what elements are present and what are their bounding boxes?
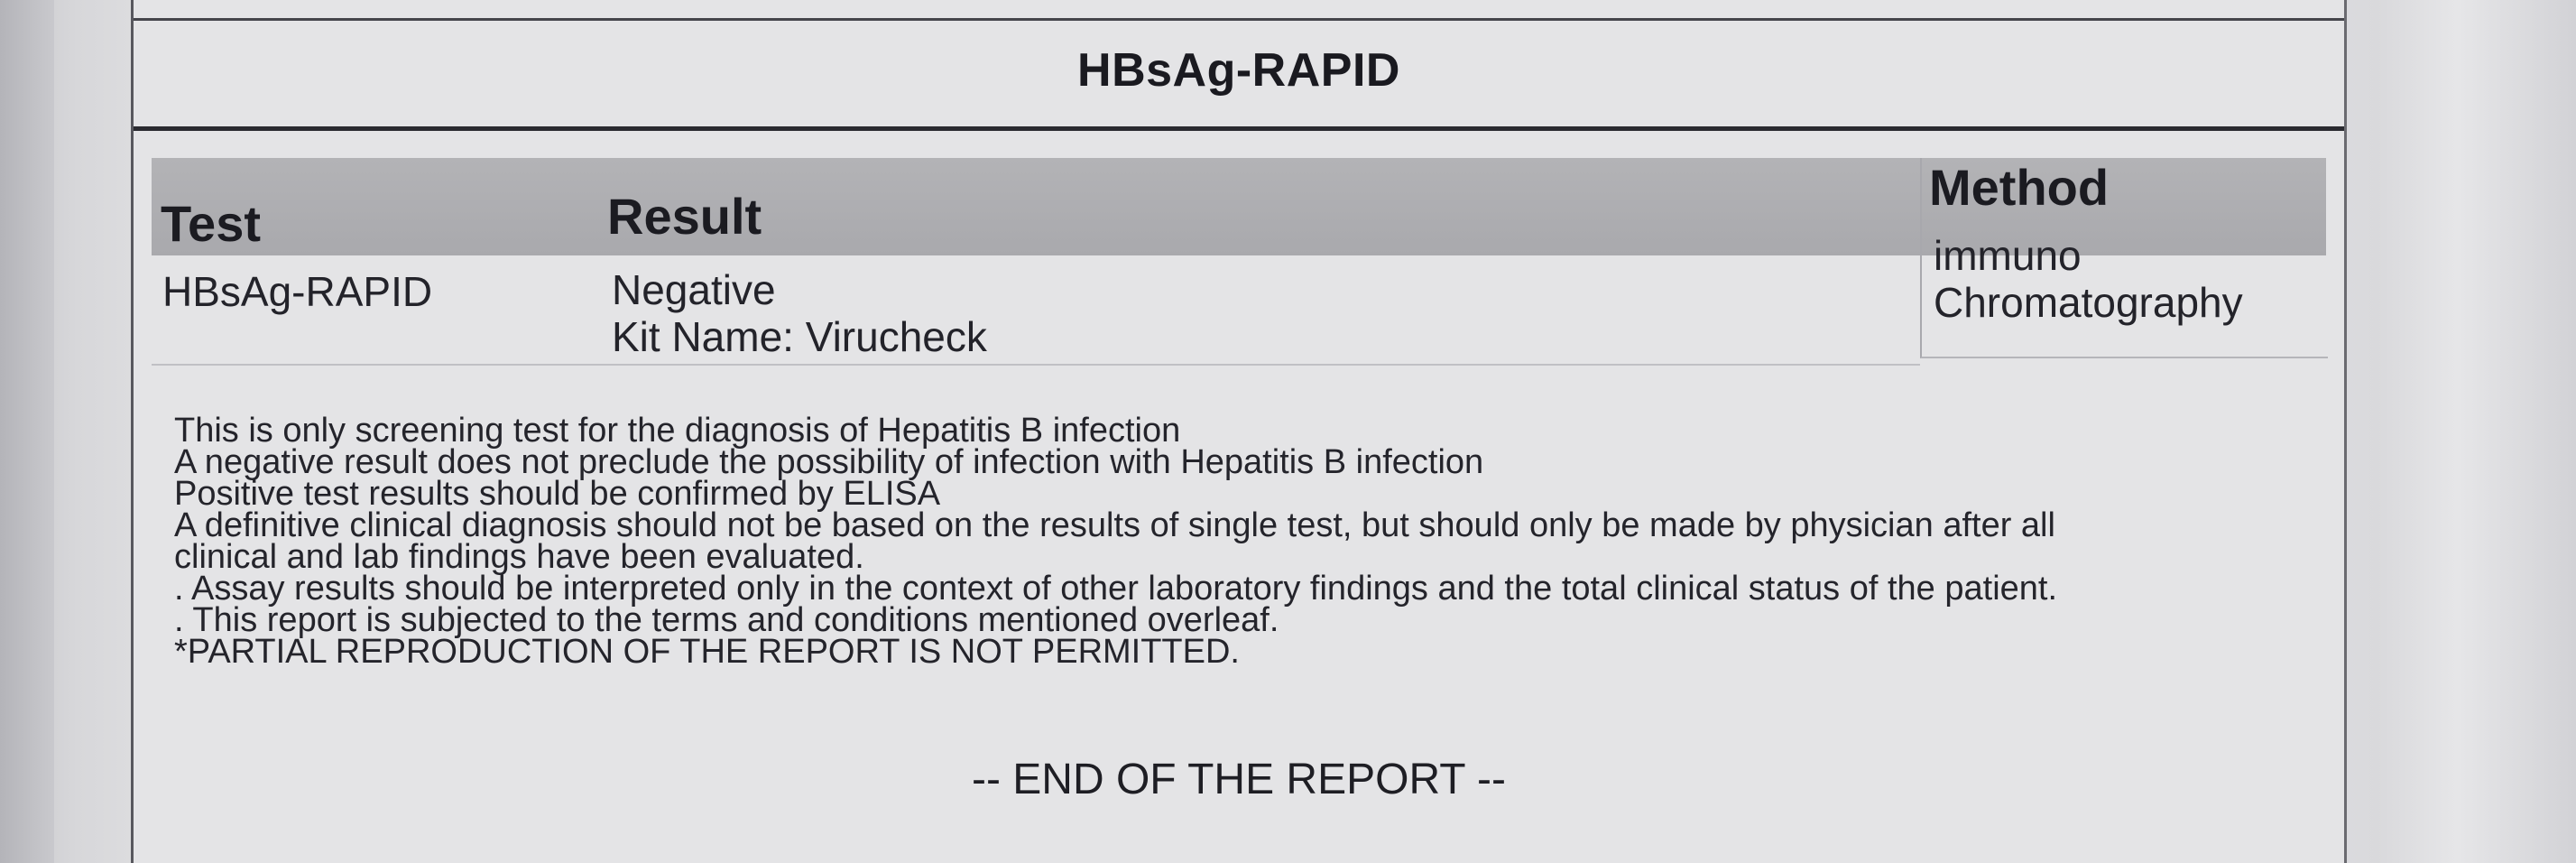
row-divider [152,364,1920,366]
note-line: clinical and lab findings have been evaluated. [174,538,864,576]
top-rule [134,18,2344,21]
column-header-method: Method [1929,159,2110,216]
title-rule [134,126,2344,131]
end-of-report: -- END OF THE REPORT -- [971,756,1507,803]
cell-kit-name: Kit Name: Virucheck [612,313,987,360]
note-line: . Assay results should be interpreted only in the context of other laboratory findings and the total clinical status of the patient. [174,570,2058,608]
results-table [152,158,2326,360]
background-left-edge [0,0,54,863]
report-title: HBsAg-RAPID [1077,44,1400,97]
note-line: This is only screening test for the diagnosis of Hepatitis B infection [174,412,1181,450]
background-right-edge [2377,0,2576,863]
report-notes [174,412,2294,671]
note-line: Positive test results should be confirmed by ELISA [174,475,941,513]
report-sheet [131,0,2347,863]
cell-method-line-2: Chromatography [1934,279,2243,326]
note-line: A definitive clinical diagnosis should not be based on the results of single test, but should only be made by physician after all [174,506,2055,544]
cell-result-value: Negative [612,266,776,313]
column-header-result: Result [607,188,762,245]
note-line: . This report is subjected to the terms and conditions mentioned overleaf. [174,601,1279,639]
column-header-test: Test [161,195,261,252]
note-line: A negative result does not preclude the possibility of infection with Hepatitis B infection [174,443,1484,481]
cell-test-name: HBsAg-RAPID [162,268,433,315]
cell-method-line-1: immuno [1934,232,2082,279]
note-line: *PARTIAL REPRODUCTION OF THE REPORT IS NOT PERMITTED. [174,633,1240,671]
